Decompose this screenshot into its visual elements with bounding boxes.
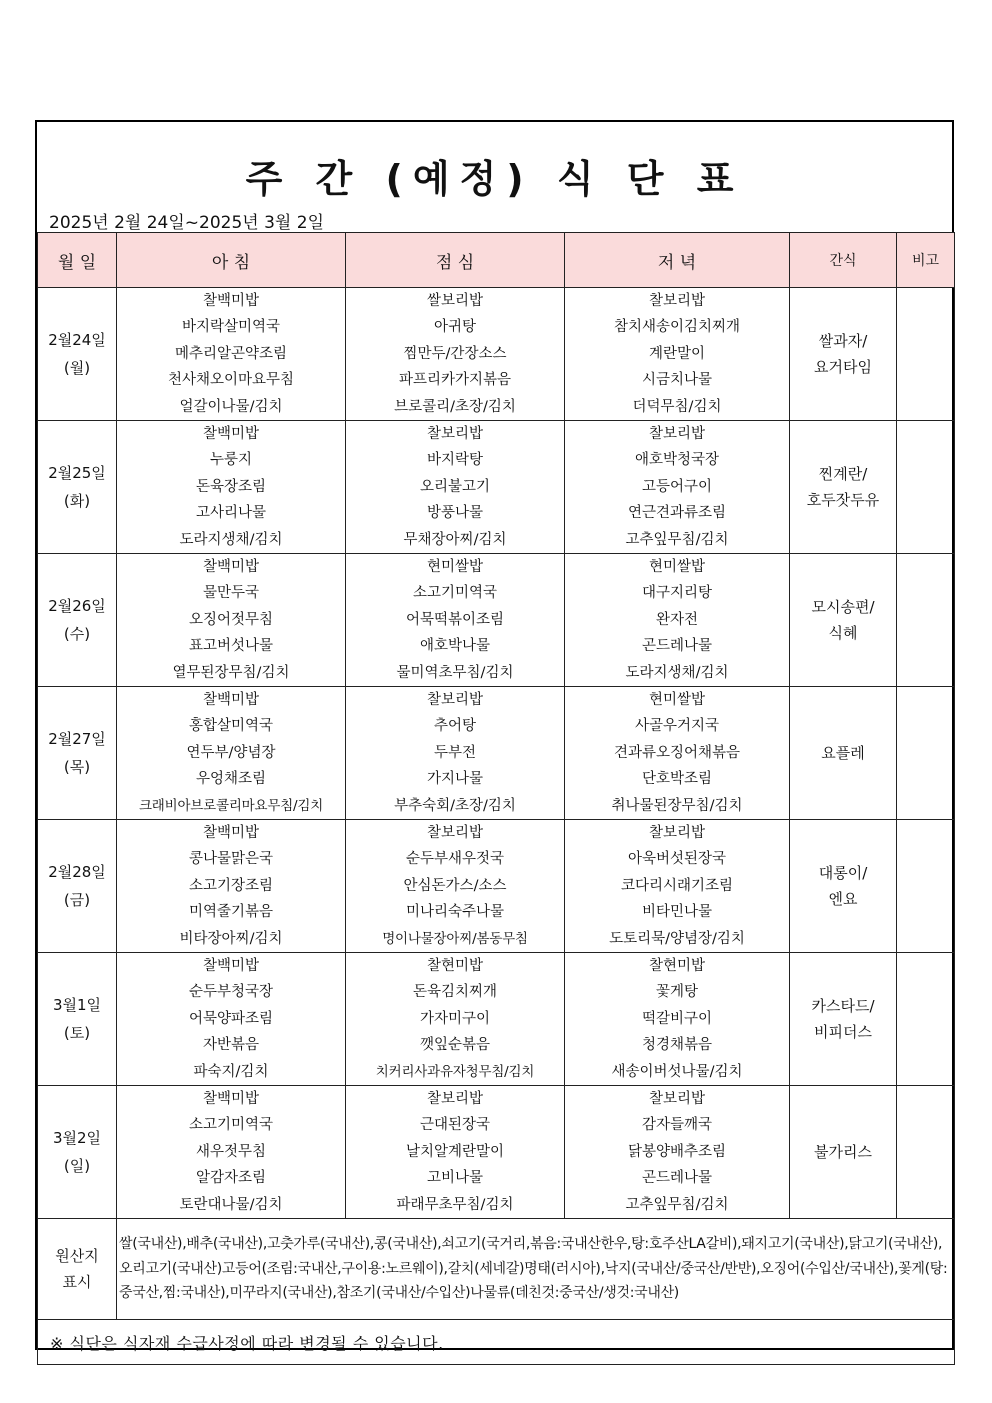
header-day: 월 일 bbox=[38, 233, 117, 288]
menu-item: 미나리숙주나물 bbox=[405, 904, 505, 921]
day-cell bbox=[38, 687, 117, 820]
note-cell bbox=[897, 421, 955, 554]
snack-cell bbox=[790, 288, 897, 421]
menu-item: 연근견과류조림 bbox=[627, 505, 727, 522]
menu-item: 찰보리밥 bbox=[648, 1091, 706, 1108]
menu-item: 사골우거지국 bbox=[634, 718, 720, 735]
day-cell bbox=[38, 1086, 117, 1219]
lunch-cell bbox=[346, 953, 565, 1086]
day-date: 2월27일 bbox=[48, 730, 106, 748]
dinner-cell bbox=[565, 288, 790, 421]
snack-cell bbox=[790, 953, 897, 1086]
menu-item: 고추잎무침/김치 bbox=[625, 531, 729, 548]
menu-item: 찰백미밥 bbox=[202, 426, 260, 443]
menu-item: 찜만두/간장소스 bbox=[403, 345, 507, 362]
day-weekday: (토) bbox=[63, 1024, 91, 1042]
day-weekday: (목) bbox=[63, 758, 91, 776]
snack-item: 대롱이/ bbox=[818, 864, 868, 882]
day-date: 2월25일 bbox=[48, 464, 106, 482]
menu-item: 우엉채조림 bbox=[195, 771, 267, 788]
note-cell bbox=[897, 820, 955, 953]
menu-item: 곤드레나물 bbox=[641, 1170, 713, 1187]
menu-item: 브로콜리/초장/김치 bbox=[394, 398, 516, 415]
dinner-cell bbox=[565, 421, 790, 554]
snack-item: 불가리스 bbox=[814, 1143, 872, 1161]
table-row bbox=[38, 421, 955, 554]
menu-item: 꽃게탕 bbox=[655, 984, 699, 1001]
origin-row bbox=[38, 1219, 955, 1320]
menu-item: 가지나물 bbox=[426, 771, 484, 788]
menu-item: 콩나물맑은국 bbox=[188, 851, 274, 868]
menu-item: 대구지리탕 bbox=[641, 585, 713, 602]
lunch-cell bbox=[346, 687, 565, 820]
menu-item: 찰보리밥 bbox=[426, 426, 484, 443]
menu-item: 어묵양파조림 bbox=[188, 1010, 274, 1027]
table-row bbox=[38, 953, 955, 1086]
menu-item: 바지락살미역국 bbox=[181, 319, 281, 336]
menu-item: 안심돈가스/소스 bbox=[403, 877, 507, 894]
menu-item: 가자미구이 bbox=[419, 1010, 491, 1027]
day-cell bbox=[38, 288, 117, 421]
breakfast-cell bbox=[117, 953, 346, 1086]
menu-item: 돈육김치찌개 bbox=[412, 984, 498, 1001]
menu-item: 무채장아찌/김치 bbox=[403, 531, 507, 548]
menu-item: 고비나물 bbox=[426, 1170, 484, 1187]
menu-item: 소고기장조림 bbox=[188, 877, 274, 894]
menu-item: 고추잎무침/김치 bbox=[625, 1196, 729, 1213]
menu-item: 자반볶음 bbox=[202, 1037, 260, 1054]
menu-item: 알감자조림 bbox=[195, 1170, 267, 1187]
day-date: 3월2일 bbox=[52, 1129, 102, 1147]
lunch-cell bbox=[346, 554, 565, 687]
dinner-cell bbox=[565, 554, 790, 687]
note-cell bbox=[897, 288, 955, 421]
day-date: 2월26일 bbox=[48, 597, 106, 615]
snack-item: 요플레 bbox=[821, 744, 865, 762]
menu-item: 물미역초무침/김치 bbox=[396, 664, 514, 681]
snack-item: 엔요 bbox=[828, 890, 858, 908]
menu-item: 비타장아찌/김치 bbox=[179, 930, 283, 947]
menu-item: 취나물된장무침/김치 bbox=[611, 797, 743, 814]
menu-item: 두부전 bbox=[433, 744, 477, 761]
lunch-cell bbox=[346, 1086, 565, 1219]
weekly-menu-table bbox=[37, 232, 955, 1365]
snack-item: 카스타드/ bbox=[811, 997, 875, 1015]
menu-item: 찰백미밥 bbox=[202, 559, 260, 576]
snack-item: 비피더스 bbox=[814, 1023, 872, 1041]
menu-item: 명이나물장아찌/봄동무침 bbox=[382, 930, 528, 947]
notice-text: ※ 식단은 식자재 수급사정에 따라 변경될 수 있습니다. bbox=[38, 1320, 955, 1365]
lunch-cell bbox=[346, 820, 565, 953]
dinner-cell bbox=[565, 953, 790, 1086]
menu-item: 고사리나물 bbox=[195, 505, 267, 522]
day-date: 2월24일 bbox=[48, 331, 106, 349]
snack-item: 찐계란/ bbox=[818, 465, 868, 483]
day-date: 3월1일 bbox=[52, 996, 102, 1014]
menu-item: 메추리알곤약조림 bbox=[174, 345, 288, 362]
day-cell bbox=[38, 953, 117, 1086]
menu-item: 고등어구이 bbox=[641, 478, 713, 495]
snack-item: 모시송편/ bbox=[811, 598, 875, 616]
menu-item: 찰보리밥 bbox=[426, 1091, 484, 1108]
menu-item: 어묵떡볶이조림 bbox=[405, 611, 505, 628]
menu-item: 돈육장조림 bbox=[195, 478, 267, 495]
lunch-cell bbox=[346, 421, 565, 554]
day-cell bbox=[38, 820, 117, 953]
snack-cell bbox=[790, 687, 897, 820]
lunch-cell bbox=[346, 288, 565, 421]
table-row bbox=[38, 1086, 955, 1219]
menu-item: 새송이버섯나물/김치 bbox=[611, 1063, 743, 1080]
menu-item: 바지락탕 bbox=[426, 452, 484, 469]
menu-item: 도토리묵/양념장/김치 bbox=[609, 930, 745, 947]
breakfast-cell bbox=[117, 554, 346, 687]
menu-item: 닭봉양배추조림 bbox=[627, 1143, 727, 1160]
table-row bbox=[38, 820, 955, 953]
menu-item: 표고버섯나물 bbox=[188, 638, 274, 655]
menu-item: 오리불고기 bbox=[419, 478, 491, 495]
dinner-cell bbox=[565, 820, 790, 953]
header-dinner: 저 녁 bbox=[565, 233, 790, 288]
menu-item: 곤드레나물 bbox=[641, 638, 713, 655]
menu-item: 더덕무침/김치 bbox=[632, 398, 722, 415]
menu-item: 홍합살미역국 bbox=[188, 718, 274, 735]
menu-item: 새우젓무침 bbox=[195, 1143, 267, 1160]
header-note: 비고 bbox=[897, 233, 955, 288]
page-title: 주 간 (예정) 식 단 표 bbox=[245, 157, 744, 201]
menu-item: 파숙지/김치 bbox=[193, 1063, 269, 1080]
menu-item: 찰현미밥 bbox=[426, 958, 484, 975]
menu-item: 현미쌀밥 bbox=[426, 559, 484, 576]
dinner-cell bbox=[565, 687, 790, 820]
note-cell bbox=[897, 687, 955, 820]
menu-item: 아욱버섯된장국 bbox=[627, 851, 727, 868]
day-weekday: (월) bbox=[63, 359, 91, 377]
note-cell bbox=[897, 953, 955, 1086]
day-cell bbox=[38, 421, 117, 554]
breakfast-cell bbox=[117, 288, 346, 421]
menu-item: 완자전 bbox=[655, 611, 699, 628]
menu-item: 찰보리밥 bbox=[648, 426, 706, 443]
origin-label-line: 원산지 bbox=[55, 1247, 99, 1265]
notice-row bbox=[38, 1320, 955, 1365]
menu-item: 찰보리밥 bbox=[648, 293, 706, 310]
menu-item: 청경채볶음 bbox=[641, 1037, 713, 1054]
snack-item: 요거타임 bbox=[814, 358, 872, 376]
menu-item: 열무된장무침/김치 bbox=[172, 664, 290, 681]
day-weekday: (금) bbox=[63, 891, 91, 909]
table-header-row bbox=[38, 233, 955, 288]
origin-text: 쌀(국내산),배추(국내산),고춧가루(국내산),콩(국내산),쇠고기(국거리,볶음:국내산한우,탕:호주산LA갈비),돼지고기(국내산),닭고기(국내산),오리고기(국내산)고등어(조림:국내산,구이용:노르웨이),갈치(세네갈)명태(러시아),낙지(국내산/중국산/반반),오징어(수입산/국내산),꽃게(탕:중국산,찜:국내산),미꾸라지(국내산),참조기(국내산/수입산)나물류(데친것:중국산/생것:국내산) bbox=[117, 1219, 955, 1320]
menu-item: 단호박조림 bbox=[641, 771, 713, 788]
date-range: 2025년 2월 24일~2025년 3월 2일 bbox=[49, 213, 324, 233]
dinner-cell bbox=[565, 1086, 790, 1219]
menu-item: 시금치나물 bbox=[641, 372, 713, 389]
header-snack: 간식 bbox=[790, 233, 897, 288]
note-cell bbox=[897, 1086, 955, 1219]
breakfast-cell bbox=[117, 687, 346, 820]
header-lunch: 점 심 bbox=[346, 233, 565, 288]
menu-item: 소고기미역국 bbox=[188, 1117, 274, 1134]
menu-item: 찰백미밥 bbox=[202, 692, 260, 709]
menu-item: 날치알계란말이 bbox=[405, 1143, 505, 1160]
breakfast-cell bbox=[117, 820, 346, 953]
breakfast-cell bbox=[117, 421, 346, 554]
menu-item: 물만두국 bbox=[202, 585, 260, 602]
menu-item: 찰백미밥 bbox=[202, 1091, 260, 1108]
menu-item: 깻잎순볶음 bbox=[419, 1037, 491, 1054]
snack-cell bbox=[790, 1086, 897, 1219]
menu-item: 아귀탕 bbox=[433, 319, 477, 336]
menu-item: 애호박나물 bbox=[419, 638, 491, 655]
menu-item: 치커리사과유자청무침/김치 bbox=[375, 1063, 535, 1080]
menu-item: 참치새송이김치찌개 bbox=[613, 319, 741, 336]
menu-item: 찰보리밥 bbox=[426, 825, 484, 842]
menu-item: 천사채오이마요무침 bbox=[167, 372, 295, 389]
menu-item: 계란말이 bbox=[648, 345, 706, 362]
snack-cell bbox=[790, 554, 897, 687]
menu-item: 견과류오징어채볶음 bbox=[613, 744, 741, 761]
origin-label bbox=[38, 1219, 117, 1320]
menu-item: 도라지생채/김치 bbox=[179, 531, 283, 548]
menu-item: 토란대나물/김치 bbox=[179, 1196, 283, 1213]
menu-item: 얼갈이나물/김치 bbox=[179, 398, 283, 415]
menu-item: 순두부새우젓국 bbox=[405, 851, 505, 868]
table-row bbox=[38, 554, 955, 687]
menu-item: 현미쌀밥 bbox=[648, 692, 706, 709]
snack-item: 호두잣두유 bbox=[806, 491, 880, 509]
menu-item: 도라지생채/김치 bbox=[625, 664, 729, 681]
menu-item: 순두부청국장 bbox=[188, 984, 274, 1001]
menu-item: 찰백미밥 bbox=[202, 958, 260, 975]
menu-item: 코다리시래기조림 bbox=[620, 877, 734, 894]
header-breakfast: 아 침 bbox=[117, 233, 346, 288]
menu-item: 미역줄기볶음 bbox=[188, 904, 274, 921]
menu-item: 떡갈비구이 bbox=[641, 1010, 713, 1027]
menu-item: 오징어젓무침 bbox=[188, 611, 274, 628]
menu-item: 방풍나물 bbox=[426, 505, 484, 522]
menu-item: 찰백미밥 bbox=[202, 293, 260, 310]
menu-sheet bbox=[35, 120, 954, 1353]
menu-item: 추어탕 bbox=[433, 718, 477, 735]
day-date: 2월28일 bbox=[48, 863, 106, 881]
day-weekday: (화) bbox=[63, 492, 91, 510]
snack-item: 쌀과자/ bbox=[818, 332, 868, 350]
menu-item: 크래비아브로콜리마요무침/김치 bbox=[138, 797, 324, 814]
menu-item: 파프리카가지볶음 bbox=[398, 372, 512, 389]
menu-item: 누룽지 bbox=[209, 452, 253, 469]
snack-cell bbox=[790, 820, 897, 953]
menu-item: 찰현미밥 bbox=[648, 958, 706, 975]
table-row bbox=[38, 288, 955, 421]
day-weekday: (수) bbox=[63, 625, 91, 643]
menu-item: 쌀보리밥 bbox=[426, 293, 484, 310]
menu-item: 애호박청국장 bbox=[634, 452, 720, 469]
menu-item: 비타민나물 bbox=[641, 904, 713, 921]
day-weekday: (일) bbox=[63, 1157, 91, 1175]
breakfast-cell bbox=[117, 1086, 346, 1219]
menu-item: 소고기미역국 bbox=[412, 585, 498, 602]
origin-label-line: 표시 bbox=[62, 1273, 92, 1291]
menu-item: 감자들깨국 bbox=[641, 1117, 713, 1134]
menu-item: 부추숙회/초장/김치 bbox=[394, 797, 516, 814]
menu-item: 근대된장국 bbox=[419, 1117, 491, 1134]
menu-item: 파래무초무침/김치 bbox=[396, 1196, 514, 1213]
menu-item: 찰보리밥 bbox=[426, 692, 484, 709]
menu-item: 찰보리밥 bbox=[648, 825, 706, 842]
snack-cell bbox=[790, 421, 897, 554]
menu-item: 현미쌀밥 bbox=[648, 559, 706, 576]
snack-item: 식혜 bbox=[828, 624, 858, 642]
menu-item: 찰백미밥 bbox=[202, 825, 260, 842]
day-cell bbox=[38, 554, 117, 687]
menu-item: 연두부/양념장 bbox=[186, 744, 276, 761]
note-cell bbox=[897, 554, 955, 687]
table-row bbox=[38, 687, 955, 820]
